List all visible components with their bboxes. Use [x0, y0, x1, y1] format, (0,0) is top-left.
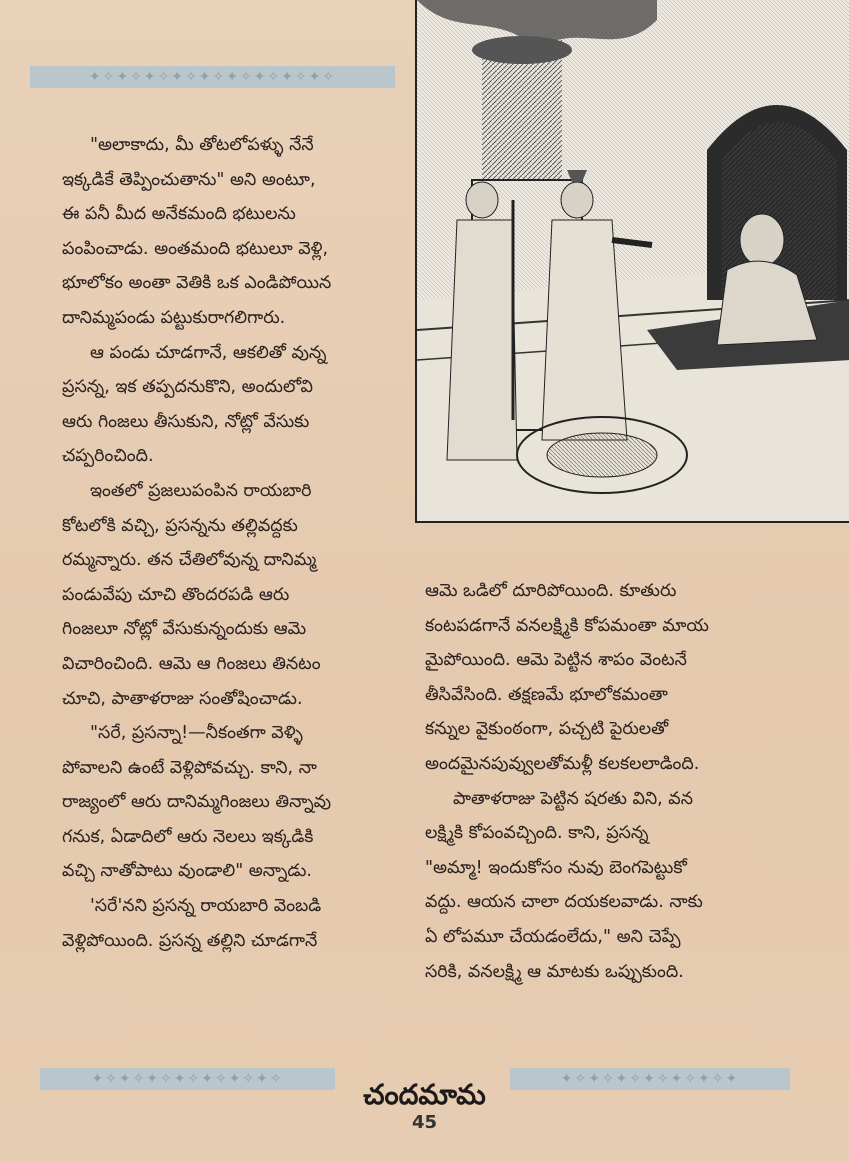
right-line: అందమైనపువ్వులతోమళ్లీ కలకలలాడింది. [425, 753, 700, 774]
right-line: కన్నుల వైకుంఠంగా, పచ్చటి పైరులతో [425, 719, 669, 740]
bottom-ornament-band-left: ✦✧✦✧✦✧✦✧✦✧✦✧✦✧ [40, 1068, 335, 1090]
left-line: ఆ పండు చూడగానే, ఆకలితో వున్న [90, 342, 327, 363]
left-line: "అలాకాదు, మీ తోటలోపళ్ళు నేనే [90, 135, 314, 155]
page-number: 45 [411, 1112, 438, 1133]
left-line: విచారించింది. ఆమె ఆ గింజలు తినటం [62, 653, 321, 674]
right-line: మైపోయింది. ఆమె పెట్టిన శాపం వెంటనే [425, 650, 687, 671]
left-line: దానిమ్మపండు పట్టుకురాగలిగారు. [62, 307, 286, 328]
right-text-column [425, 574, 709, 989]
top-ornament-band: ✦✧✦✧✦✧✦✧✦✧✦✧✦✧✦✧✦✧ [30, 66, 395, 88]
left-line: పంపించాడు. అంతమంది భటులూ వెళ్లి, [62, 238, 329, 259]
left-text-column [62, 128, 331, 958]
right-line: తీసివేసింది. తక్షణమే భూలోకమంతా [425, 684, 668, 705]
right-line: ఏ లోపమూ చేయడంలేదు," అని చెప్పే [425, 926, 681, 947]
right-line: కంటపడగానే వనలక్ష్మికి కోపమంతా మాయ [425, 615, 709, 636]
left-line: ప్రసన్న, ఇక తప్పదనుకొని, అందులోవి [62, 377, 313, 398]
right-line: "అమ్మా! ఇందుకోసం నువు బెంగపెట్టుకో [425, 857, 687, 878]
left-line: గింజలూ నోట్లో వేసుకున్నందుకు ఆమె [62, 619, 307, 640]
left-line: ఆరు గింజలు తీసుకుని, నోట్లో వేసుకు [62, 411, 310, 432]
right-line: పాతాళరాజు పెట్టిన షరతు విని, వన [453, 788, 694, 809]
right-line: ఆమె ఒడిలో దూరిపోయింది. కూతురు [425, 581, 677, 601]
left-line: పండువేపు చూచి తొందరపడి ఆరు [62, 584, 290, 605]
left-line: రమ్మన్నారు. తన చేతిలోవున్న దానిమ్మ [62, 550, 317, 571]
left-line: పోవాలని ఉంటే వెళ్లిపోవచ్చు. కాని, నా [62, 757, 317, 778]
left-line: చూచి, పాతాళరాజు సంతోషించాడు. [62, 688, 303, 709]
right-line: వద్దు. ఆయన చాలా దయకలవాడు. నాకు [425, 892, 703, 913]
left-line: చప్పరించింది. [62, 446, 154, 467]
left-line: ఈ పనీ మీద అనేకమంది భటులను [62, 204, 296, 225]
left-line: గనుక, ఏడాదిలో ఆరు నెలలు ఇక్కడికి [62, 826, 314, 847]
left-line: వెళ్లిపోయింది. ప్రసన్న తల్లిని చూడగానే [62, 930, 318, 951]
left-line: భూలోకం అంతా వెతికి ఒక ఎండిపోయిన [62, 273, 332, 294]
right-line: సరికి, వనలక్ష్మి ఆ మాటకు ఒప్పుకుంది. [425, 961, 684, 982]
left-line: కోటలోకి వచ్చి, ప్రసన్నను తల్లివద్దకు [62, 515, 298, 536]
left-line: "సరే, ప్రసన్నా!—నీకంతగా వెళ్ళి [90, 723, 303, 744]
left-line: 'సరే'నని ప్రసన్న రాయబారి వెంబడి [90, 896, 322, 917]
magazine-title: చందమామ [363, 1078, 486, 1111]
left-line: రాజ్యంలో ఆరు దానిమ్మగింజలు తిన్నావు [62, 792, 332, 813]
right-line: లక్ష్మికి కోపంవచ్చింది. కాని, ప్రసన్న [425, 823, 649, 844]
bottom-ornament-band-right: ✦✧✦✧✦✧✦✧✦✧✦✧✦ [510, 1068, 790, 1090]
story-illustration [415, 0, 849, 523]
left-line: వచ్చి నాతోపాటు వుండాలి" అన్నాడు. [62, 861, 312, 882]
left-line: ఇంతలో ప్రజలుపంపిన రాయబారి [90, 480, 312, 501]
illustration-drawing [417, 0, 849, 521]
left-line: ఇక్కడికే తెప్పించుతాను" అని అంటూ, [62, 169, 316, 190]
